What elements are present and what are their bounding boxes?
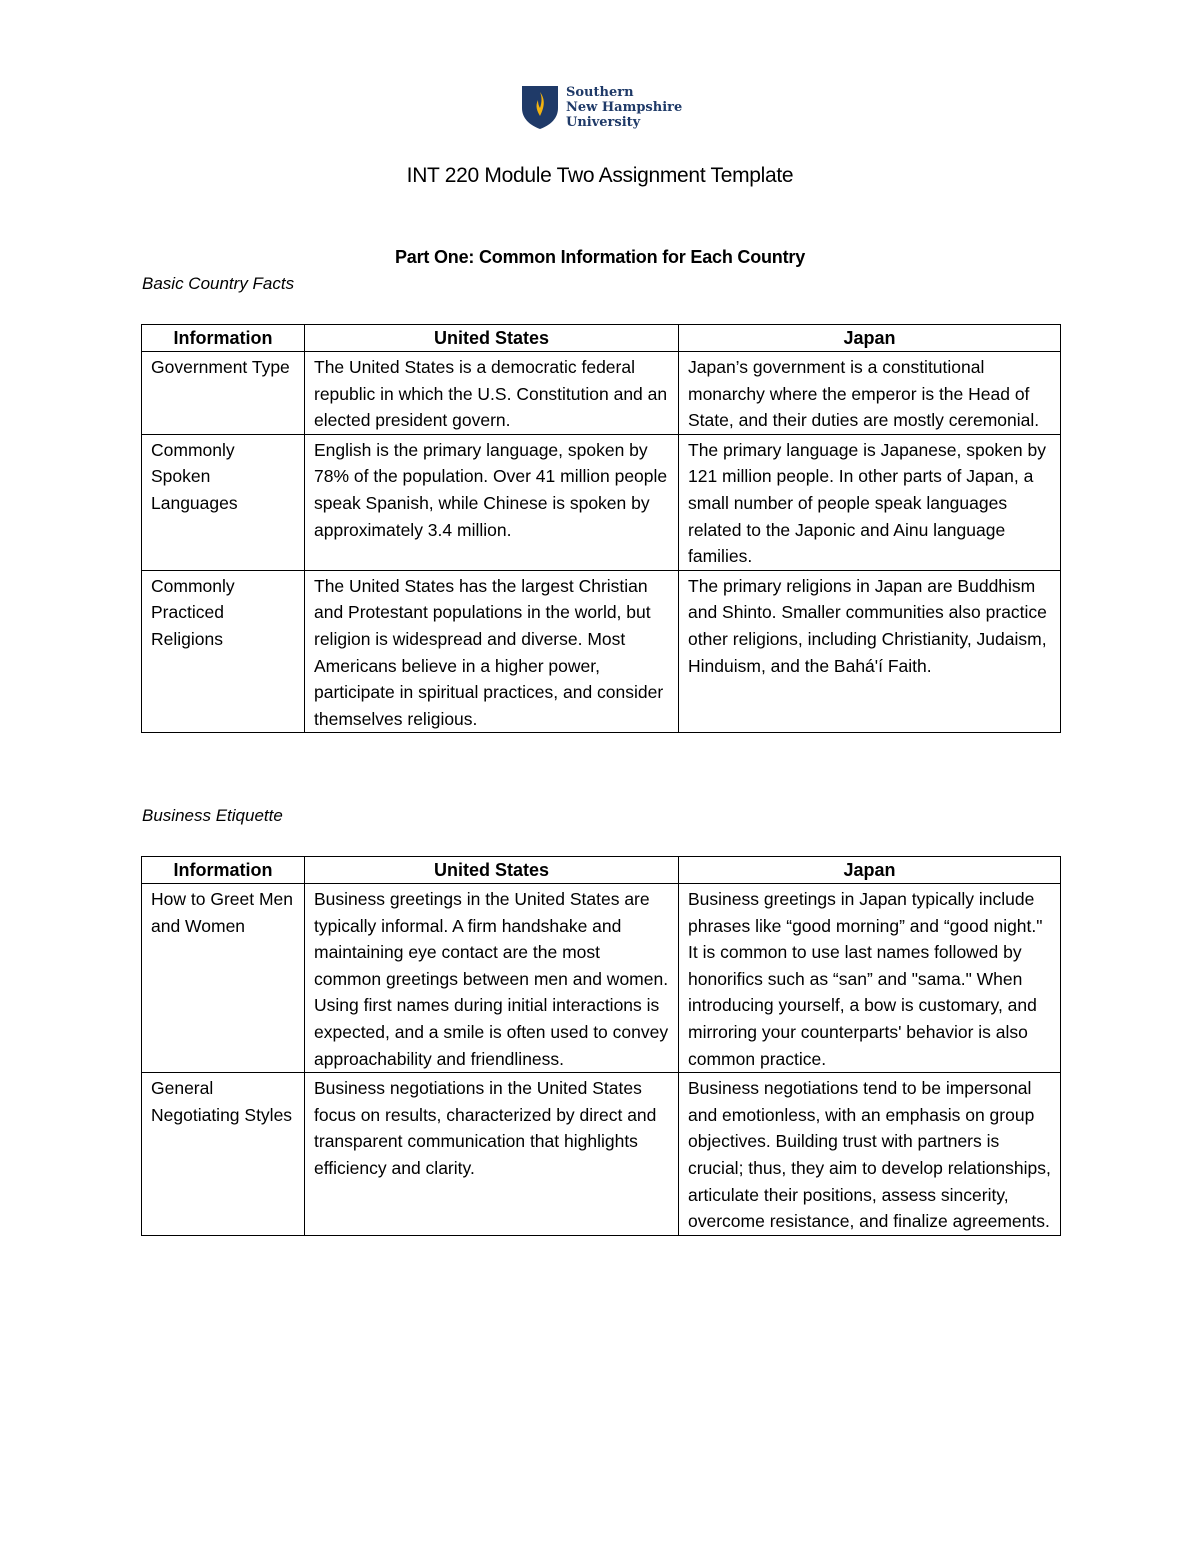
table-row xyxy=(142,884,1061,1073)
japan-cell: The primary religions in Japan are Buddhism and Shinto. Smaller communities also practice other religions, including Christianity, Judaism, Hinduism, and the Bahá'í Faith. xyxy=(679,570,1061,733)
row-label: Commonly Spoken Languages xyxy=(142,434,305,570)
row-label: Government Type xyxy=(142,352,305,435)
us-cell: Business negotiations in the United States focus on results, characterized by direct and transparent communication that highlights efficiency and clarity. xyxy=(305,1073,679,1236)
japan-cell: Business negotiations tend to be impersonal and emotionless, with an emphasis on group objectives. Building trust with partners is crucial; thus, they aim to develop relationships, articulate their positions, assess sincerity, overcome resistance, and finalize agreements. xyxy=(679,1073,1061,1236)
table-row xyxy=(142,434,1061,570)
header-united-states: United States xyxy=(305,325,679,352)
header-japan: Japan xyxy=(679,857,1061,884)
table-header-row xyxy=(142,325,1061,352)
table-row xyxy=(142,352,1061,435)
business-etiquette-label: Business Etiquette xyxy=(142,806,283,825)
table-row xyxy=(142,1073,1061,1236)
document-title: INT 220 Module Two Assignment Template xyxy=(406,164,794,187)
business-etiquette-table xyxy=(141,856,1061,1236)
logo-line-2: New Hampshire xyxy=(566,99,683,115)
shield-flame-icon xyxy=(520,84,560,130)
basic-facts-table xyxy=(141,324,1061,733)
row-label: General Negotiating Styles xyxy=(142,1073,305,1236)
logo-wordmark xyxy=(566,85,682,130)
basic-facts-label: Basic Country Facts xyxy=(142,274,295,293)
part-one-title: Part One: Common Information for Each Country xyxy=(394,247,806,267)
logo-line-1: Southern xyxy=(566,84,634,100)
header-information: Information xyxy=(142,325,305,352)
row-label: Commonly Practiced Religions xyxy=(142,570,305,733)
header-japan: Japan xyxy=(679,325,1061,352)
header-information: Information xyxy=(142,857,305,884)
us-cell: The United States has the largest Christian and Protestant populations in the world, but religion is widespread and diverse. Most Americans believe in a higher power, participate in spiritual practices, and consider themselves religious. xyxy=(305,570,679,733)
table-header-row xyxy=(142,857,1061,884)
japan-cell: The primary language is Japanese, spoken by 121 million people. In other parts of Japan, a small number of people speak languages related to the Japonic and Ainu language families. xyxy=(679,434,1061,570)
japan-cell: Business greetings in Japan typically include phrases like “good morning” and “good night." It is common to use last names followed by honorifics such as “san” and "sama." When introducing yourself, a bow is customary, and mirroring your counterparts' behavior is also common practice. xyxy=(679,884,1061,1073)
logo-line-3: University xyxy=(566,114,641,130)
snhu-logo xyxy=(520,84,682,130)
table-row xyxy=(142,570,1061,733)
us-cell: Business greetings in the United States are typically informal. A firm handshake and maintaining eye contact are the most common greetings between men and women. Using first names during initial interactions is expected, and a smile is often used to convey approachability and friendliness. xyxy=(305,884,679,1073)
japan-cell: Japan’s government is a constitutional monarchy where the emperor is the Head of State, and their duties are mostly ceremonial. xyxy=(679,352,1061,435)
header-united-states: United States xyxy=(305,857,679,884)
row-label: How to Greet Men and Women xyxy=(142,884,305,1073)
us-cell: English is the primary language, spoken by 78% of the population. Over 41 million people speak Spanish, while Chinese is spoken by approximately 3.4 million. xyxy=(305,434,679,570)
us-cell: The United States is a democratic federal republic in which the U.S. Constitution and an elected president govern. xyxy=(305,352,679,435)
